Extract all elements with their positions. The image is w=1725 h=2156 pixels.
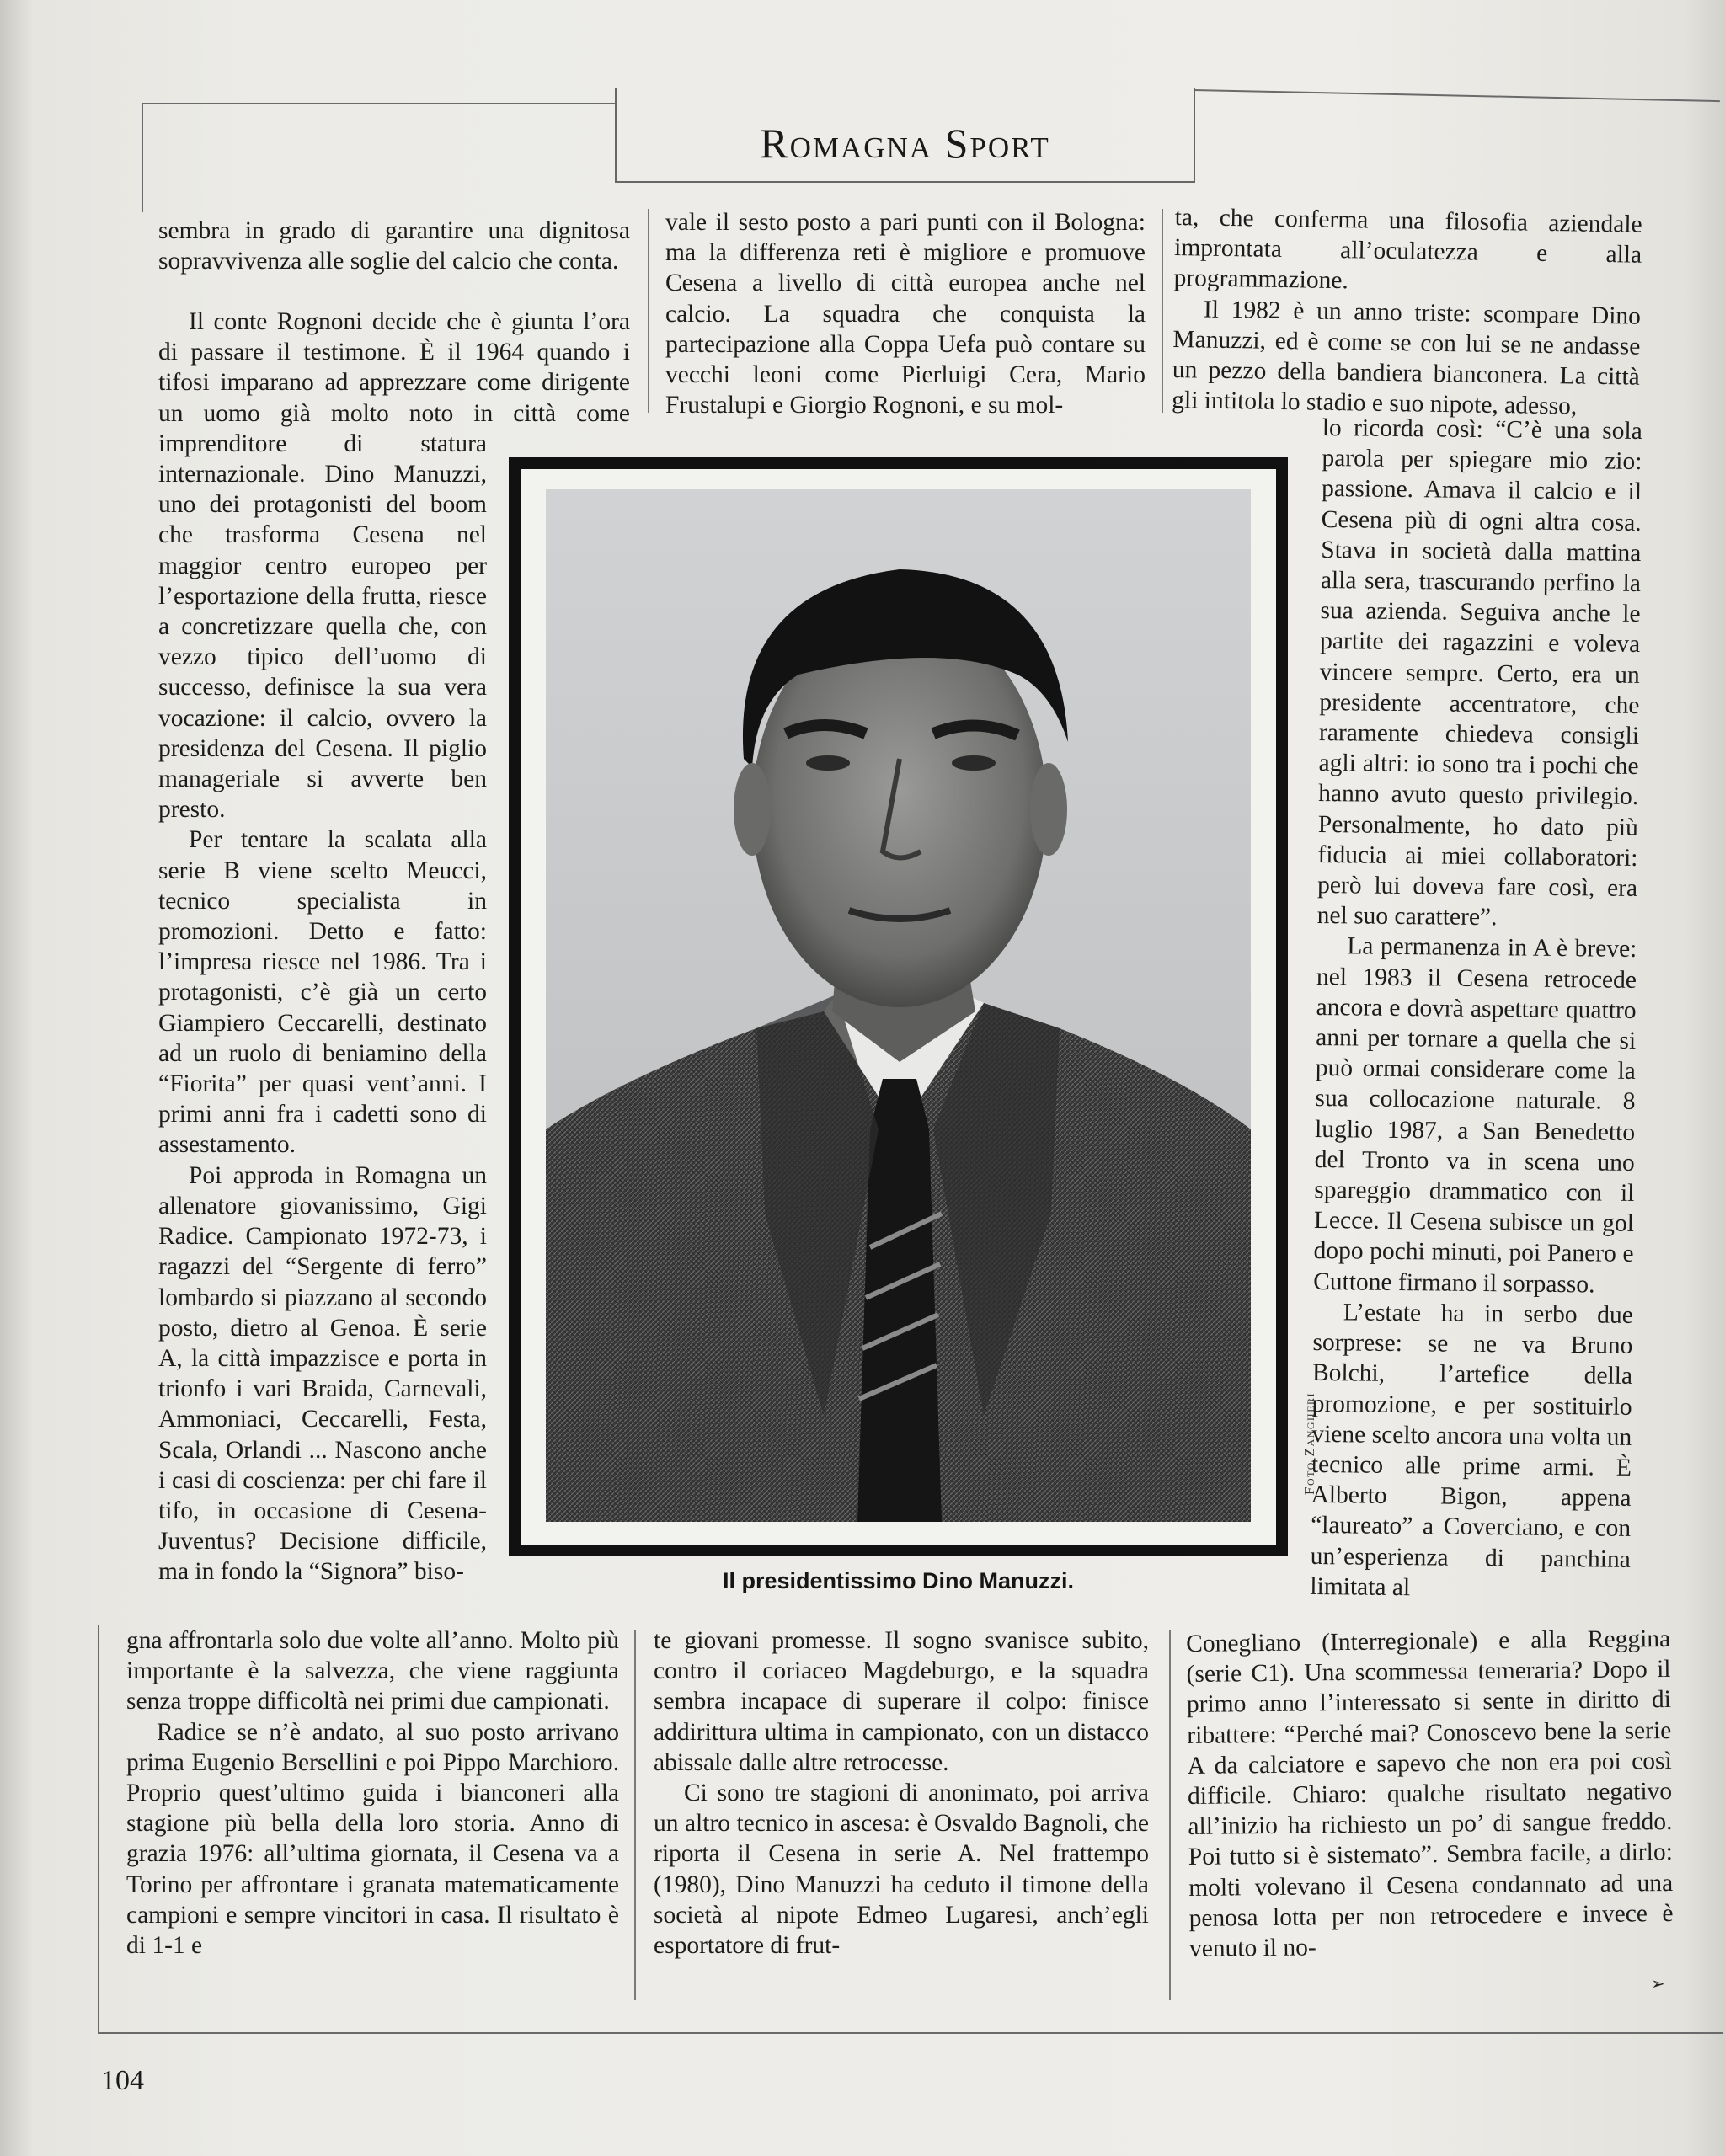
column-right-bottom [1186, 1624, 1674, 1964]
portrait-photo [546, 489, 1251, 1522]
section-header [615, 88, 1195, 183]
paragraph: Conegliano (Interregionale) e alla Reggina (serie C1). Una scommessa temeraria? Dopo il primo anno l’interessato si sente in diritto di ribattere: “Perché mai? Conoscevo bene la serie A da calciatore e sapevo che non era poi così difficile. Chiaro: qualche risultato negativo all’inizio ha richiesto un po’ di sangue freddo. Poi tutto si è sistemato”. Sembra facile, a dirlo: molti volevano il Cesena condannato ad una penosa lotta per non retrocedere e invece è venuto il no- [1186, 1625, 1674, 1963]
paragraph: La permanenza in A è breve: nel 1983 il Cesena retrocede ancora e dovrà aspettare quattro anni per tornare a quella che si può ormai considerare come la sua collocazione naturale. 8 luglio 1987, a San Benedetto del Tronto va in scena uno spareggio drammatico con il Lecce. Il Cesena subisce un gol dopo pochi minuti, poi Panero e Cuttone firmano il sorpasso. [1313, 932, 1637, 1299]
paragraph: lo ricorda così: “C’è una sola parola per spiegare mio zio: passione. Amava il calcio e il Cesena più di ogni altra cosa. Stava in società dalla mattina alla sera, trascurando perfino la sua azienda. Seguiva anche le partite dei ragazzini e voleva vincere sempre. Certo, era un presidente accentratore, che raramente chiedeva consigli agli altri: io sono tra i pochi che hanno avuto questo privilegio. Personalmente, ho dato più fiducia ai miei collaboratori: però lui doveva fare così, era nel suo carattere”. [1316, 414, 1642, 931]
paragraph: te giovani promesse. Il sogno svanisce subito, contro il coriaceo Magdeburgo, e la squadra sembra incapace di superare il colpo: finisce addirittura ultima in campionato, con un distacco abissale dalle altre retrocesse. [654, 1627, 1149, 1776]
paragraph: Poi approda in Romagna un allenatore giovanissimo, Gigi Radice. Campionato 1972-73, i ragazzi del “Sergente di ferro” lombardo si piazzano al secondo posto, dietro al Genoa. È serie A, la città impazzisce e porta in trionfo i vari Braida, Carnevali, Ammoniaci, Ceccarelli, Festa, Scala, Orlandi ... Nascono anche i casi di coscienza: per chi fare il tifo, in occasione di Cesena-Juventus? Decisione difficile, ma in fondo la “Signora” biso- [158, 1161, 487, 1586]
frame-left-rule [142, 103, 143, 212]
paragraph: vale il sesto posto a pari punti con il Bologna: ma la differenza reti è migliore e promuove Cesena a livello di città europea anche nel calcio. La squadra che conquista la partecipazione alla Coppa Uefa può contare su vecchi leoni come Pierluigi Cera, Mario Frustalupi e Giorgio Rognoni, e su mol- [665, 209, 1146, 419]
portrait-photo-frame [509, 457, 1288, 1556]
frame-bottom-rule [98, 2032, 1723, 2034]
column-separator-1 [648, 209, 649, 413]
paragraph: Per tentare la scalata alla serie B viene scelto Meucci, tecnico specialista in promozioni. Detto e fatto: l’impresa riesce nel 1986. Tra i protagonisti, c’è già un certo Giampiero Ceccarelli, destinato ad un ruolo di beniamino della “Fiorita” per quasi vent’anni. I primi anni fra i cadetti sono di assestamento. [158, 826, 487, 1159]
paragraph: gna affrontarla solo due volte all’anno. Molto più importante è la salvezza, che viene raggiunta senza troppe difficoltà nei primi due campionati. [126, 1627, 619, 1716]
column-left-top [158, 216, 630, 276]
frame-top-left-rule [142, 103, 615, 104]
paragraph: Ci sono tre stagioni di anonimato, poi arriva un altro tecnico in ascesa: è Osvaldo Bagnoli, che riporta il Cesena in serie A. Nel frattempo (1980), Dino Manuzzi ha ceduto il timone della società al nipote Edmeo Lugaresi, anch’egli esportatore di frut- [654, 1780, 1149, 1960]
page-number: 104 [101, 2065, 144, 2096]
column-separator-3 [634, 1630, 636, 2000]
paragraph: L’estate ha in serbo due sorprese: se ne va Bruno Bolchi, l’artefice della promozione, e per sostituirlo viene scelto ancora una volta un tecnico alle prime armi. È Alberto Bigon, appena “laureato” a Coverciano, e con un’esperienza di panchina limitata al [1310, 1299, 1633, 1601]
paragraph: Radice se n’è andato, al suo posto arrivano prima Eugenio Bersellini e poi Pippo Marchioro. Proprio quest’ultimo guida i bianconeri alla stagione più bella della loro storia. Anno di grazia 1976: all’ultima giornata, il Cesena va a Torino per affrontare i granata matematicamente campioni e sempre vincitori in casa. Il risultato è di 1-1 e [126, 1718, 619, 1960]
column-separator-4 [1169, 1630, 1171, 2000]
continuation-arrow-icon: ➢ [1651, 1975, 1665, 1993]
paragraph: Il 1982 è un anno triste: scompare Dino Manuzzi, ed è come se con lui se ne andasse un pezzo della bandiera bianconera. La città gli intitola lo stadio e suo nipote, adesso, [1172, 296, 1642, 420]
section-title: Romagna Sport [760, 120, 1050, 167]
frame-top-right-rule [1194, 89, 1720, 102]
photo-mat [521, 469, 1276, 1545]
paragraph: Il conte Rognoni decide che è giunta l’ora di passare il testimone. È il 1964 quando i tifosi imparano ad apprezzare come dirigente un uomo già molto noto in città come imprenditore di statura internazionale. Dino Manuzzi, uno dei protagonisti del boom che trasforma Cesena nel maggior centro europeo per l’esportazione della frutta, riesce a concretizzare quella che, con vezzo tipico dell’uomo di successo, definisce la sua vera vocazione: il calcio, ovvero la presidenza del Cesena. Il piglio manageriale si avverte ben presto. [158, 308, 630, 824]
column-right-top [1172, 202, 1642, 423]
photo-credit: Foto Zangheri [1301, 1391, 1317, 1495]
column-middle-bottom [654, 1625, 1149, 1961]
photo-caption: Il presidentissimo Dino Manuzzi. [722, 1568, 1075, 1593]
portrait-illustration [546, 489, 1251, 1522]
column-right-mid [1310, 413, 1642, 1605]
frame-outer-left-rule [98, 1625, 99, 2034]
column-left-bottom [126, 1625, 619, 1961]
paragraph: sembra in grado di garantire una dignitosa sopravvivenza alle soglie del calcio che conta. [158, 217, 630, 275]
column-separator-2 [1162, 209, 1163, 413]
column-middle-top [665, 207, 1146, 420]
paragraph: ta, che conferma una filosofia aziendale improntata all’oculatezza e alla programmazione. [1173, 203, 1642, 295]
